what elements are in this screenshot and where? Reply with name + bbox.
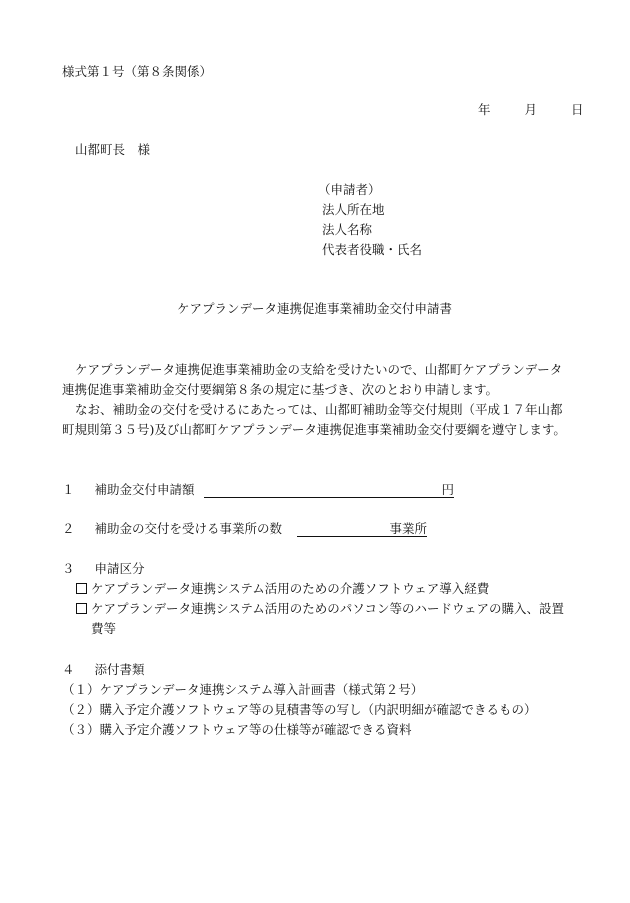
addressee: 山都町長 様 — [75, 142, 151, 157]
body-paragraph-1-line-1: ケアプランデータ連携促進事業補助金の支給を受けたいので、山都町ケアプランデータ — [75, 362, 563, 377]
checkbox-option-2[interactable] — [76, 603, 87, 614]
option-2-label-line-1: ケアプランデータ連携システム活用のためのパソコン等のハードウェアの購入、設置 — [91, 601, 565, 616]
applicant-heading: （申請者） — [318, 182, 381, 197]
body-paragraph-2-line-1: なお、補助金の交付を受けるにあたっては、山都町補助金等交付規則（平成１７年山都 — [75, 402, 563, 417]
applicant-address-label: 法人所在地 — [322, 202, 385, 217]
applicant-name-label: 法人名称 — [322, 222, 373, 237]
document-title: ケアプランデータ連携促進事業補助金交付申請書 — [177, 301, 453, 316]
item-4-number: ４ — [62, 662, 75, 677]
item-3-number: ３ — [62, 561, 75, 576]
item-1 — [62, 484, 195, 497]
grant-amount-unit: 円 — [441, 482, 454, 497]
option-2-label-line-2: 費等 — [91, 621, 117, 636]
item-1-label: 補助金交付申請額 — [94, 482, 195, 497]
date-month-label: 月 — [524, 102, 537, 117]
item-4 — [62, 664, 145, 677]
item-3-label: 申請区分 — [94, 561, 145, 576]
body-paragraph-2-line-2: 町規則第３５号)及び山都町ケアプランデータ連携促進事業補助金交付要綱を遵守します。 — [62, 422, 566, 437]
item-2 — [62, 523, 282, 536]
body-paragraph-1-line-2: 連携促進事業補助金交付要綱第８条の規定に基づき、次のとおり申請します。 — [62, 382, 499, 397]
office-count-field[interactable] — [297, 521, 427, 537]
item-1-number: １ — [62, 482, 75, 497]
date-day-label: 日 — [570, 102, 584, 117]
application-category-option-2[interactable] — [76, 603, 564, 616]
form-number: 様式第１号（第８条関係） — [62, 64, 213, 79]
item-4-label: 添付書類 — [94, 662, 145, 677]
date-year-label: 年 — [478, 102, 491, 117]
application-category-option-1[interactable] — [76, 583, 489, 596]
grant-amount-field[interactable] — [204, 482, 454, 498]
checkbox-option-1[interactable] — [76, 583, 87, 594]
applicant-representative-label: 代表者役職・氏名 — [322, 242, 423, 257]
item-2-label: 補助金の交付を受ける事業所の数 — [94, 521, 282, 536]
attachment-3: （３）購入予定介護ソフトウェア等の仕様等が確認できる資料 — [62, 722, 412, 737]
item-3 — [62, 563, 145, 576]
attachment-1: （１）ケアプランデータ連携システム導入計画書（様式第２号） — [62, 682, 424, 697]
option-1-label: ケアプランデータ連携システム活用のための介護ソフトウェア導入経費 — [91, 581, 490, 596]
date-line — [478, 104, 583, 117]
attachment-2: （２）購入予定介護ソフトウェア等の見積書等の写し（内訳明細が確認できるもの） — [62, 702, 537, 717]
item-2-number: ２ — [62, 521, 75, 536]
office-count-unit: 事業所 — [389, 521, 427, 536]
